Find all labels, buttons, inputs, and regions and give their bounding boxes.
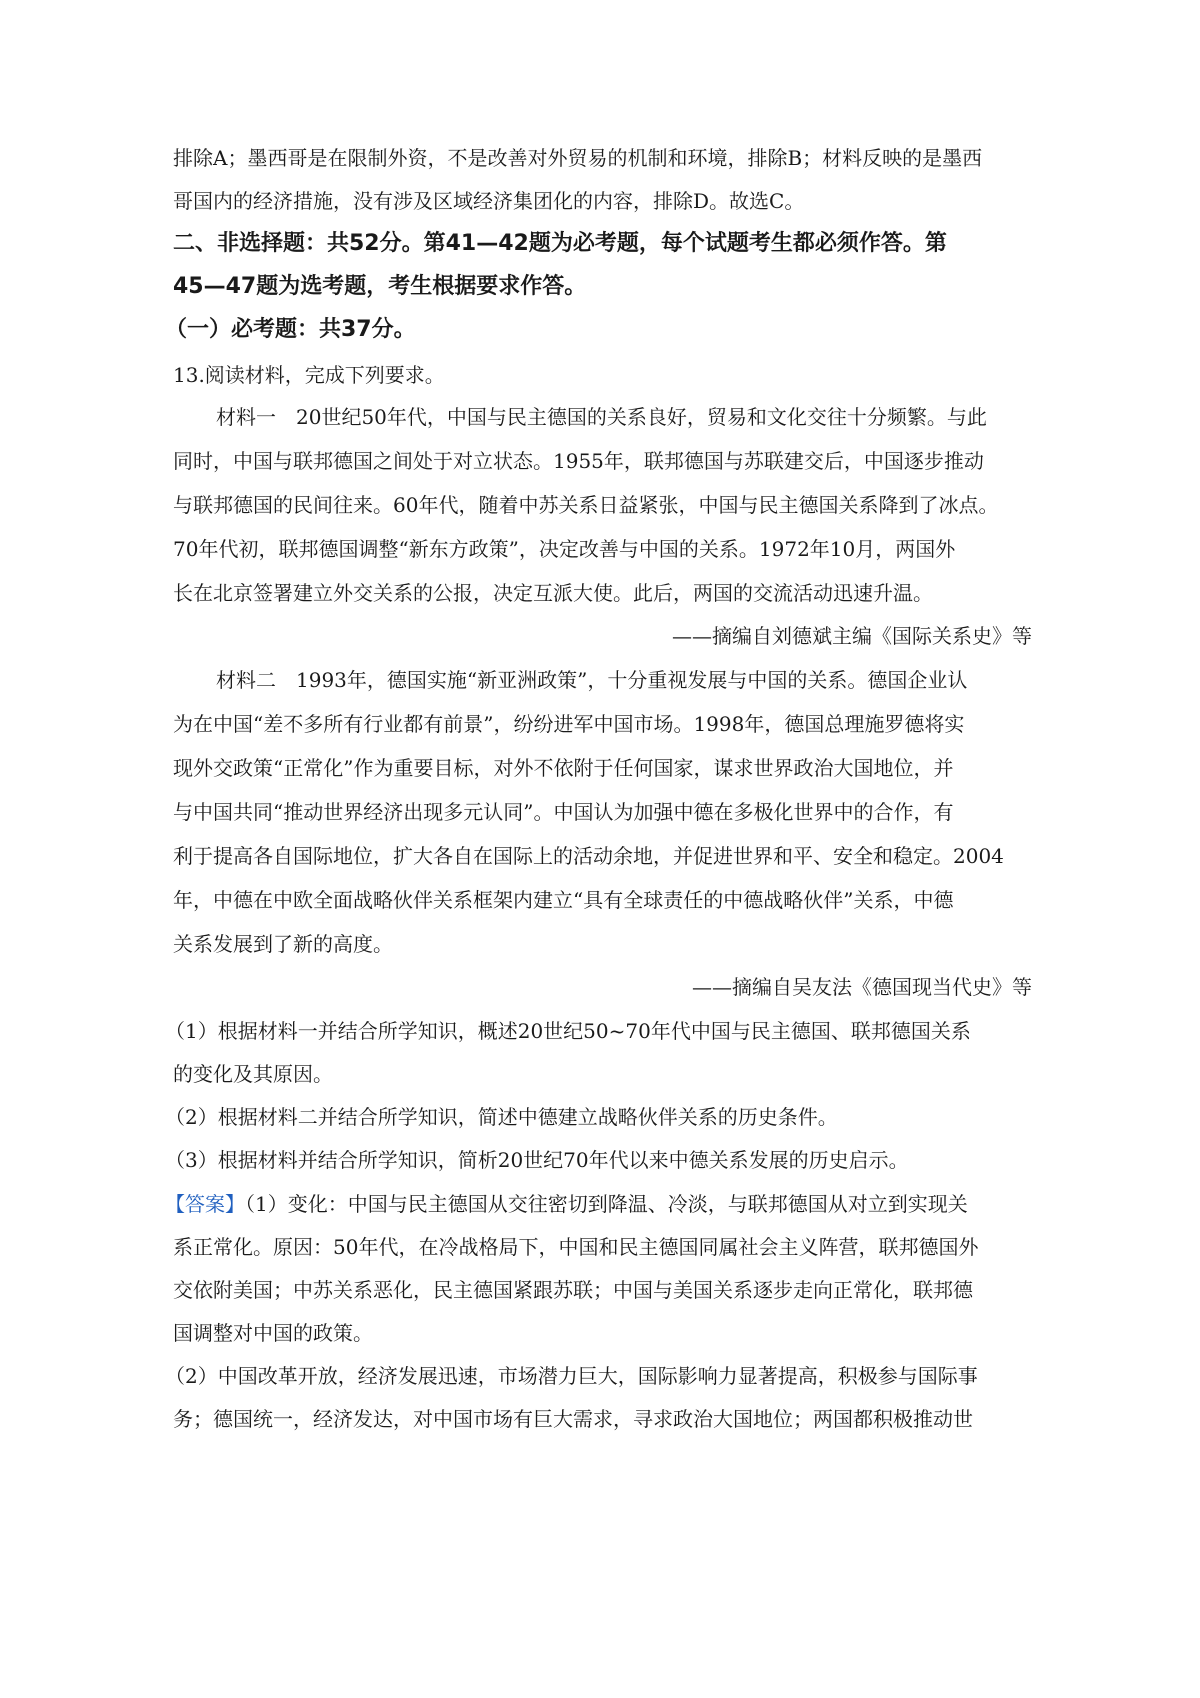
- subsection-heading: （一）必考题：共37分。: [165, 317, 416, 342]
- material-two-line: 关系发展到了新的高度。: [173, 932, 393, 956]
- answer-line: （2）中国改革开放，经济发展迅速，市场潜力巨大，国际影响力显著提高，积极参与国际事: [165, 1364, 978, 1388]
- material-two-line: 为在中国“差不多所有行业都有前景”，纷纷进军中国市场。1998年，德国总理施罗德将实: [173, 712, 965, 736]
- sub-question: 的变化及其原因。: [173, 1062, 333, 1086]
- text-line: 排除A；墨西哥是在限制外资，不是改善对外贸易的机制和环境，排除B；材料反映的是墨西: [173, 146, 983, 170]
- material-two-line: 利于提高各自国际地位，扩大各自在国际上的活动余地，并促进世界和平、安全和稳定。2004: [173, 844, 1004, 868]
- section-heading: 二、非选择题：共52分。第41—42题为必考题，每个试题考生都必须作答。第: [173, 231, 947, 256]
- sub-question: （3）根据材料并结合所学知识，简析20世纪70年代以来中德关系发展的历史启示。: [165, 1148, 909, 1172]
- sub-question: （1）根据材料一并结合所学知识，概述20世纪50~70年代中国与民主德国、联邦德国关系: [165, 1019, 971, 1043]
- answer-line: 交依附美国；中苏关系恶化，民主德国紧跟苏联；中国与美国关系逐步走向正常化，联邦德: [173, 1278, 973, 1302]
- material-one-line: 材料一 20世纪50年代，中国与民主德国的关系良好，贸易和文化交往十分频繁。与此: [216, 405, 987, 429]
- material-two-line: 年，中德在中欧全面战略伙伴关系框架内建立“具有全球责任的中德战略伙伴”关系，中德: [173, 888, 954, 912]
- material-one-source: ——摘编自刘德斌主编《国际关系史》等: [672, 624, 1032, 648]
- material-one-line: 同时，中国与联邦德国之间处于对立状态。1955年，联邦德国与苏联建交后，中国逐步推动: [173, 449, 984, 473]
- answer-line: 国调整对中国的政策。: [173, 1321, 373, 1345]
- text-line: 哥国内的经济措施，没有涉及区域经济集团化的内容，排除D。故选C。: [173, 189, 805, 213]
- material-two-source: ——摘编自吴友法《德国现当代史》等: [692, 975, 1032, 999]
- answer-line: [165, 1189, 1025, 1219]
- material-two-line: 现外交政策“正常化”作为重要目标，对外不依附于任何国家，谋求世界政治大国地位，并: [173, 756, 954, 780]
- sub-question: （2）根据材料二并结合所学知识，简述中德建立战略伙伴关系的历史条件。: [165, 1105, 838, 1129]
- material-one-line: 与联邦德国的民间往来。60年代，随着中苏关系日益紧张，中国与民主德国关系降到了冰点。: [173, 493, 999, 517]
- material-two-line: 材料二 1993年，德国实施“新亚洲政策”，十分重视发展与中国的关系。德国企业认: [216, 668, 968, 692]
- material-one-line: 70年代初，联邦德国调整“新东方政策”，决定改善与中国的关系。1972年10月，两国外: [173, 537, 956, 561]
- question-title: 13.阅读材料，完成下列要求。: [173, 363, 445, 387]
- answer-line: 系正常化。原因：50年代，在冷战格局下，中国和民主德国同属社会主义阵营，联邦德国外: [173, 1235, 979, 1259]
- answer-line: 务；德国统一，经济发达，对中国市场有巨大需求，寻求政治大国地位；两国都积极推动世: [173, 1407, 973, 1431]
- answer-tag: 【答案】: [165, 1192, 245, 1216]
- material-two-line: 与中国共同“推动世界经济出现多元认同”。中国认为加强中德在多极化世界中的合作，有: [173, 800, 954, 824]
- answer-text: （1）变化：中国与民主德国从交往密切到降温、冷淡，与联邦德国从对立到实现关: [245, 1192, 968, 1216]
- section-heading: 45—47题为选考题，考生根据要求作答。: [173, 274, 587, 299]
- material-one-line: 长在北京签署建立外交关系的公报，决定互派大使。此后，两国的交流活动迅速升温。: [173, 581, 933, 605]
